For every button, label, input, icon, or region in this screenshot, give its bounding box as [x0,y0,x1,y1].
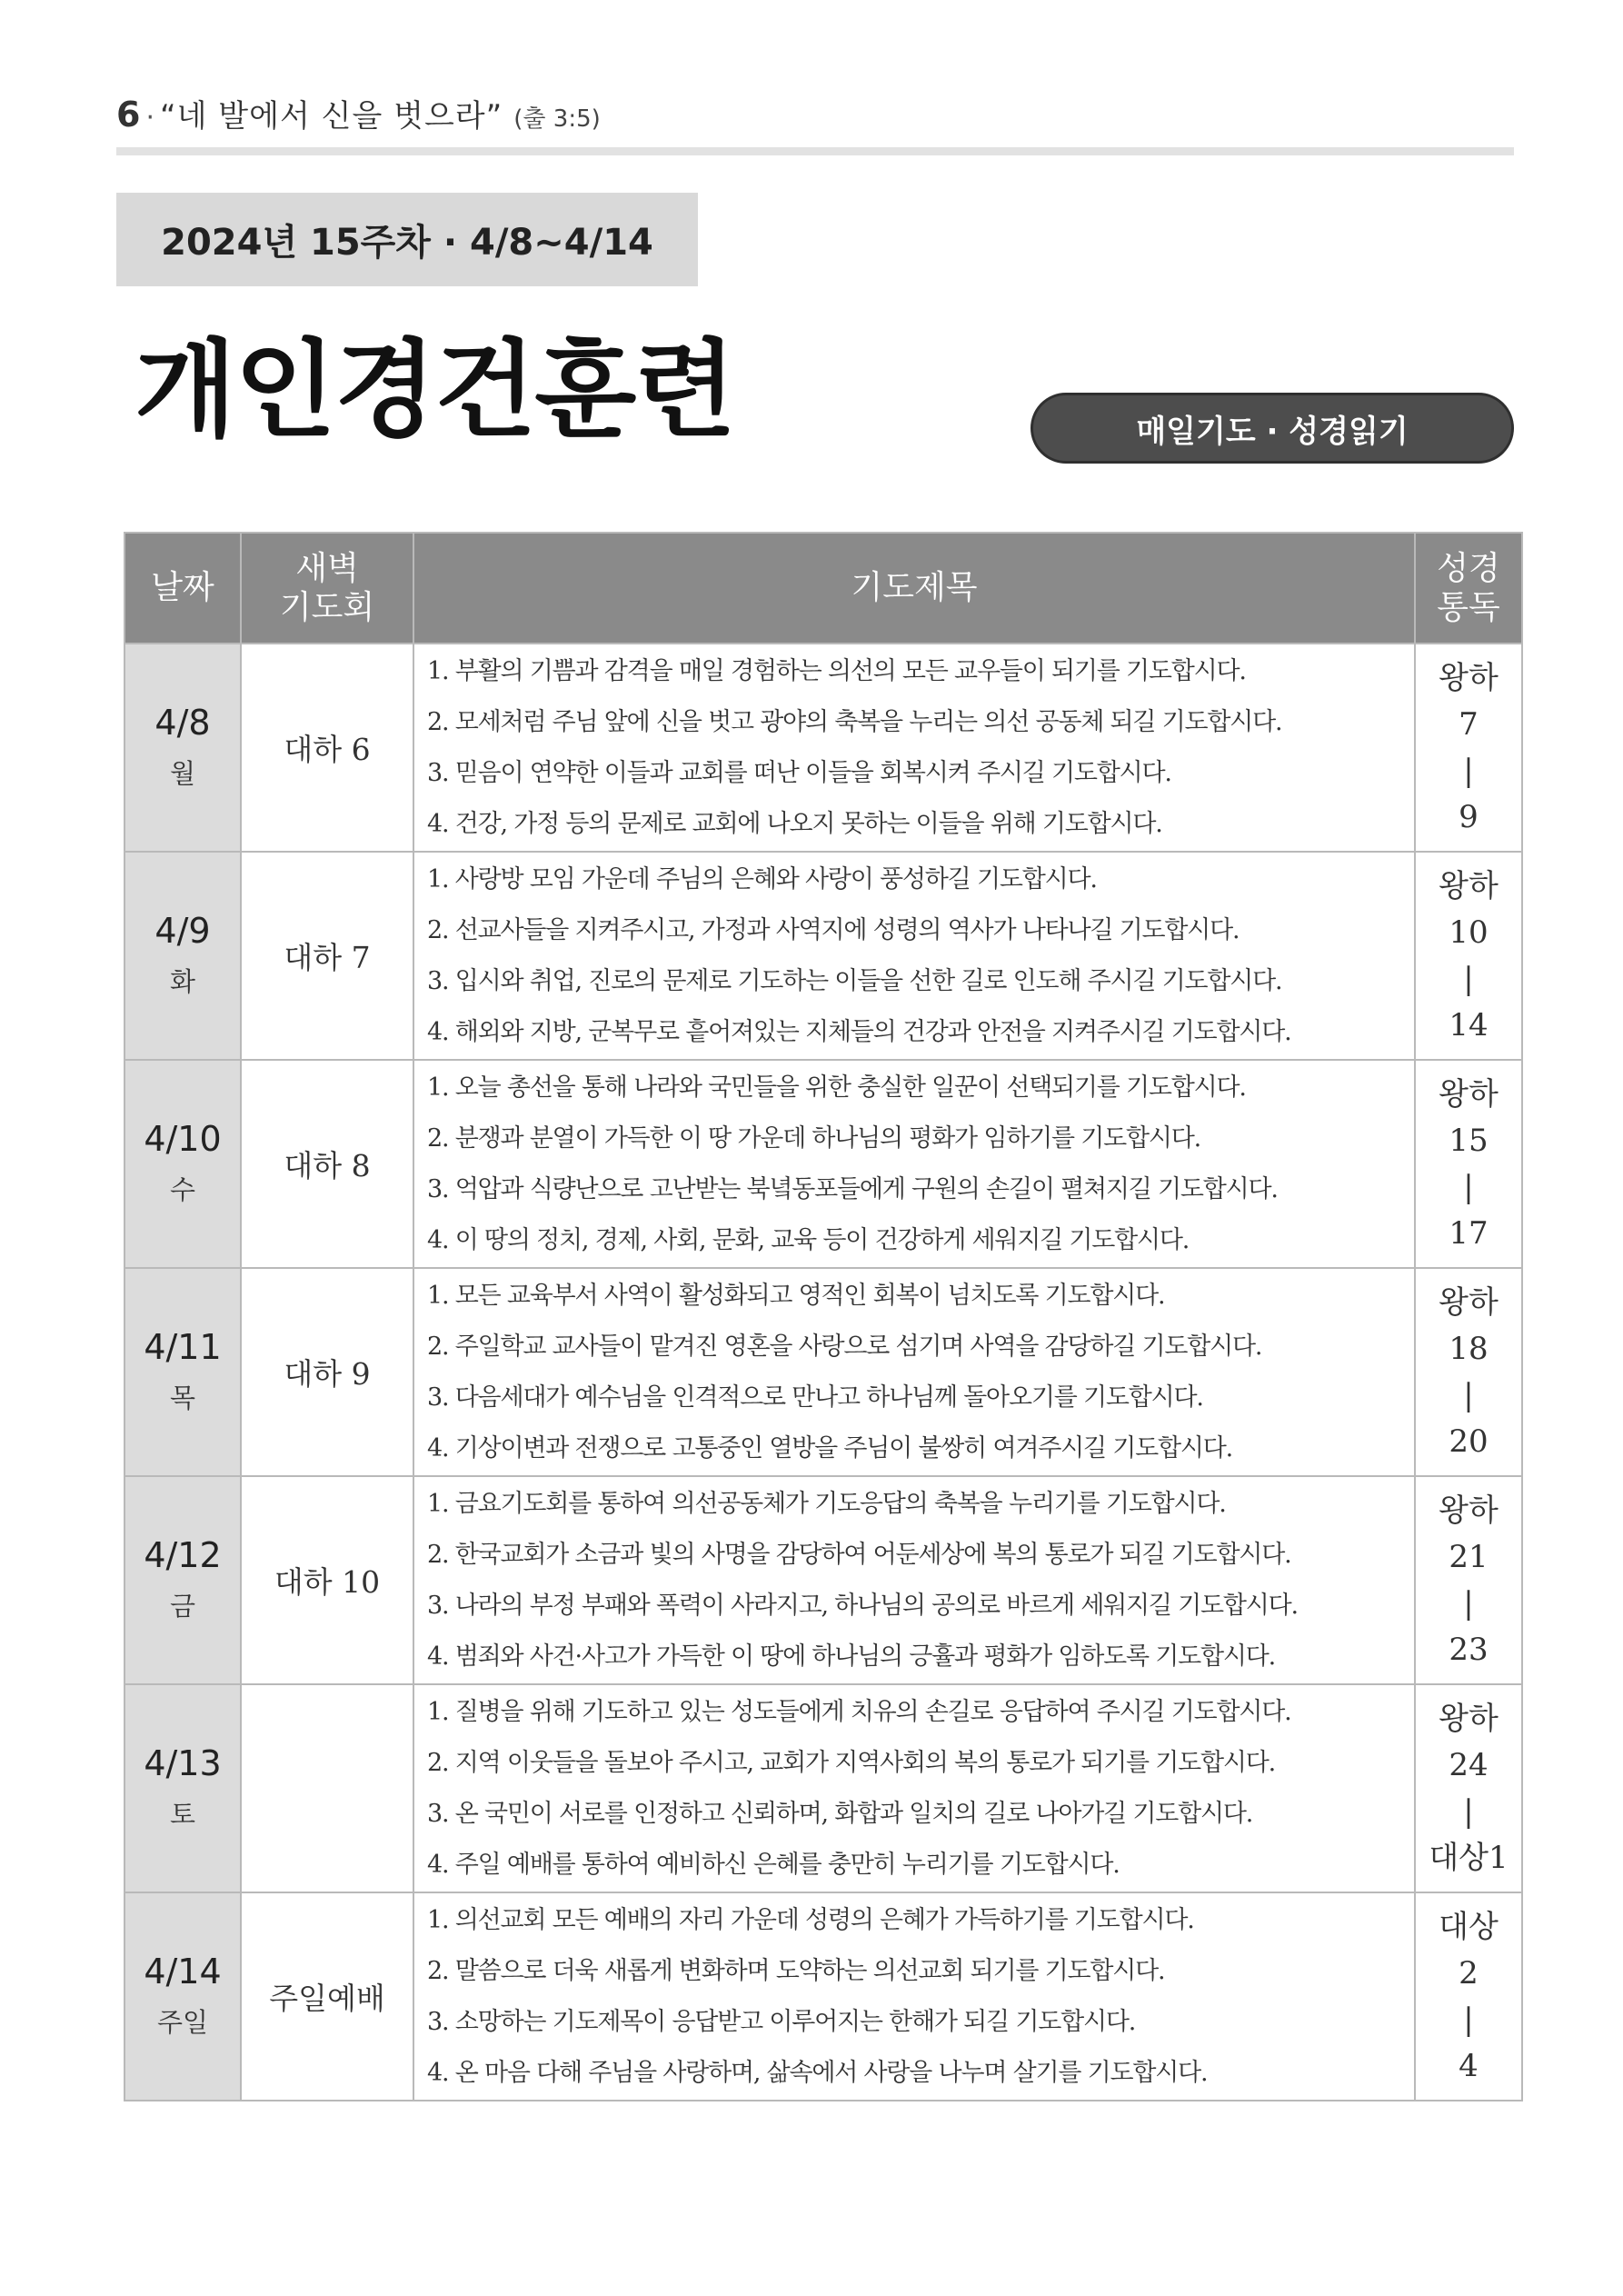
day-of-week: 수 [169,1173,195,1205]
prayer-topic: 3. 믿음이 연약한 이들과 교회를 떠난 이들을 회복시켜 주시길 기도합시다. [427,759,1171,787]
dawn-prayer-cell [241,1476,413,1684]
header-date [124,533,241,644]
header-prayer [413,533,1415,644]
bible-reading-line: 2 [1459,1955,1479,1992]
table-row [124,852,1522,1060]
bible-reading-line: | [1463,1585,1474,1622]
header-prayer-label: 기도제목 [851,569,978,607]
prayer-topic: 4. 건강, 가정 등의 문제로 교회에 나오지 못하는 이들을 위해 기도합시다. [427,810,1162,838]
bible-reading-line: 4 [1459,2048,1479,2084]
header-quote: “네 발에서 신을 벗으라” [160,98,503,135]
prayer-topic: 3. 입시와 취업, 진로의 문제로 기도하는 이들을 선한 길로 인도해 주시길 기도합시다. [427,967,1282,995]
bible-reading-line: 왕하 [1439,1701,1499,1737]
date-value: 4/9 [154,911,211,952]
date-cell [124,852,241,1060]
prayer-topics-cell [413,644,1415,852]
prayer-topics-cell [413,1060,1415,1268]
bible-reading-line: 10 [1449,914,1489,951]
section-pill [1031,393,1514,464]
date-cell [124,1268,241,1476]
prayer-topic: 2. 지역 이웃들을 돌보아 주시고, 교회가 지역사회의 복의 통로가 되기를 기도합시다. [427,1749,1276,1777]
bible-reading-line: 14 [1449,1007,1489,1043]
prayer-topic: 2. 말씀으로 더욱 새롭게 변화하며 도약하는 의선교회 되기를 기도합시다. [427,1957,1165,1985]
bible-reading-line: | [1463,961,1474,997]
bible-reading-line: 18 [1449,1331,1489,1367]
prayer-topics-cell [413,1892,1415,2101]
header-bible-line2: 통독 [1437,589,1500,626]
day-of-week: 화 [169,965,195,997]
bible-reading-line: | [1463,1793,1474,1830]
prayer-topic: 3. 나라의 부정 부패와 폭력이 사라지고, 하나님의 공의로 바르게 세워지길 기도합시다. [427,1592,1298,1620]
date-value: 4/13 [144,1743,222,1784]
bible-reading-line: | [1463,753,1474,789]
bible-reading-line: 왕하 [1439,660,1499,696]
date-cell [124,644,241,852]
header-dawn-line1: 새벽 [295,549,359,587]
bible-reading-line: 왕하 [1439,1284,1499,1321]
date-value: 4/14 [144,1952,222,1992]
prayer-topic: 1. 의선교회 모든 예배의 자리 가운데 성령의 은혜가 가득하기를 기도합시다. [427,1906,1194,1934]
table-row [124,1060,1522,1268]
bible-reading-line: 7 [1459,706,1479,743]
bible-reading-line: | [1463,1169,1474,1205]
prayer-topic: 4. 주일 예배를 통하여 예비하신 은혜를 충만히 누리기를 기도합시다. [427,1851,1120,1879]
dawn-passage: 대하 7 [284,940,371,975]
prayer-topic: 2. 주일학교 교사들이 맡겨진 영혼을 사랑으로 섬기며 사역을 감당하길 기도합시다. [427,1333,1262,1361]
dawn-prayer-cell [241,644,413,852]
header-date-label: 날짜 [151,569,214,607]
prayer-topic: 1. 부활의 기쁨과 감격을 매일 경험하는 의선의 모든 교우들이 되기를 기도합시다. [427,657,1246,685]
bible-reading-line: 23 [1449,1632,1489,1668]
table-row [124,1892,1522,2101]
dawn-prayer-cell [241,1684,413,1892]
prayer-topic: 2. 한국교회가 소금과 빛의 사명을 감당하여 어둔세상에 복의 통로가 되길 기도합시다. [427,1541,1291,1569]
date-value: 4/10 [144,1119,222,1160]
bible-reading-line: 24 [1449,1747,1489,1783]
table-row [124,1476,1522,1684]
dawn-prayer-cell [241,1268,413,1476]
header-dawn [241,533,413,644]
prayer-topic: 4. 이 땅의 정치, 경제, 사회, 문화, 교육 등이 건강하게 세워지길 기도합시다. [427,1226,1190,1254]
prayer-topic: 3. 억압과 식량난으로 고난받는 북녘동포들에게 구원의 손길이 펼쳐지길 기도합시다. [427,1175,1278,1203]
dawn-passage: 대하 6 [284,732,371,767]
header-dawn-line2: 기도회 [279,589,375,626]
prayer-topic: 2. 모세처럼 주님 앞에 신을 벗고 광야의 축복을 누리는 의선 공동체 되길 기도합시다. [427,708,1282,736]
bible-reading-line: | [1463,1377,1474,1413]
bible-reading-line: 왕하 [1439,1492,1499,1529]
day-of-week: 월 [169,757,195,789]
prayer-topic: 2. 분쟁과 분열이 가득한 이 땅 가운데 하나님의 평화가 임하기를 기도합시다. [427,1124,1201,1153]
bible-reading-line: | [1463,2002,1474,2038]
prayer-topic: 4. 기상이변과 전쟁으로 고통중인 열방을 주님이 불쌍히 여겨주시길 기도합시다. [427,1434,1233,1462]
prayer-topic: 4. 범죄와 사건·사고가 가득한 이 땅에 하나님의 긍휼과 평화가 임하도록 기도합시다. [427,1642,1276,1671]
dawn-passage: 대하 8 [284,1148,371,1183]
prayer-topic: 1. 질병을 위해 기도하고 있는 성도들에게 치유의 손길로 응답하여 주시길 기도합시다. [427,1698,1291,1726]
prayer-topics-cell [413,1476,1415,1684]
table-row [124,1268,1522,1476]
date-cell [124,1892,241,2101]
date-cell [124,1684,241,1892]
day-of-week: 토 [169,1798,195,1830]
bible-reading-cell [1415,1268,1522,1476]
bible-reading-line: 대상1 [1429,1840,1508,1876]
prayer-topic: 3. 온 국민이 서로를 인정하고 신뢰하며, 화합과 일치의 길로 나아가길 기도합시다. [427,1800,1253,1828]
bible-reading-line: 대상 [1439,1909,1499,1945]
prayer-topic: 1. 모든 교육부서 사역이 활성화되고 영적인 회복이 넘치도록 기도합시다. [427,1282,1165,1310]
table-row [124,644,1522,852]
prayer-topic: 4. 온 마음 다해 주님을 사랑하며, 삶속에서 사랑을 나누며 살기를 기도합시다. [427,2059,1208,2087]
bible-reading-line: 왕하 [1439,868,1499,904]
prayer-topics-cell [413,1268,1415,1476]
dawn-passage: 주일예배 [269,1981,385,2016]
prayer-topic: 4. 해외와 지방, 군복무로 흩어져있는 지체들의 건강과 안전을 지켜주시길 기도합시다. [427,1018,1291,1046]
prayer-topic: 1. 금요기도회를 통하여 의선공동체가 기도응답의 축복을 누리기를 기도합시다. [427,1490,1226,1518]
day-of-week: 목 [169,1382,195,1413]
header-reference: (출 3:5) [513,105,601,133]
table-row [124,1684,1522,1892]
dawn-passage: 대하 9 [284,1356,371,1392]
bible-reading-line: 17 [1449,1215,1489,1252]
dawn-prayer-cell [241,1892,413,2101]
bible-reading-line: 15 [1449,1123,1489,1159]
day-of-week: 주일 [156,2006,209,2038]
dawn-passage: 대하 10 [274,1564,381,1600]
bible-reading-line: 왕하 [1439,1076,1499,1113]
prayer-topics-cell [413,1684,1415,1892]
prayer-schedule-table [124,532,1523,2101]
date-value: 4/11 [144,1327,222,1368]
prayer-topics-cell [413,852,1415,1060]
dawn-prayer-cell [241,1060,413,1268]
prayer-topic: 1. 사랑방 모임 가운데 주님의 은혜와 사랑이 풍성하길 기도합시다. [427,865,1097,893]
date-cell [124,1060,241,1268]
section-pill-label: 매일기도 · 성경읽기 [1136,413,1409,450]
date-value: 4/8 [154,703,211,744]
prayer-topic: 3. 소망하는 기도제목이 응답받고 이루어지는 한해가 되길 기도합시다. [427,2008,1136,2036]
bible-reading-cell [1415,1060,1522,1268]
bible-reading-line: 21 [1449,1539,1489,1575]
dawn-prayer-cell [241,852,413,1060]
week-label-box [116,193,698,286]
bible-reading-cell [1415,852,1522,1060]
header-separator: · [145,102,154,134]
bible-reading-cell [1415,1892,1522,2101]
bible-reading-line: 20 [1449,1423,1489,1460]
bible-reading-line: 9 [1459,799,1479,835]
date-value: 4/12 [144,1535,222,1576]
prayer-topic: 3. 다음세대가 예수님을 인격적으로 만나고 하나님께 돌아오기를 기도합시다. [427,1383,1203,1412]
week-label: 2024년 15주차 · 4/8~4/14 [161,222,653,264]
header-bible-line1: 성경 [1437,549,1500,587]
date-cell [124,1476,241,1684]
page-number: 6 [116,95,141,135]
header-bible [1415,533,1522,644]
prayer-topic: 1. 오늘 총선을 통해 나라와 국민들을 위한 충실한 일꾼이 선택되기를 기도합시다. [427,1073,1246,1102]
page-title: 개인경건훈련 [134,329,735,452]
table-header-row [124,533,1522,644]
day-of-week: 금 [169,1590,195,1622]
prayer-topic: 2. 선교사들을 지켜주시고, 가정과 사역지에 성령의 역사가 나타나길 기도합시다. [427,916,1240,944]
bible-reading-cell [1415,644,1522,852]
bible-reading-cell [1415,1684,1522,1892]
running-head [116,91,601,145]
header-divider [116,147,1514,155]
bible-reading-cell [1415,1476,1522,1684]
